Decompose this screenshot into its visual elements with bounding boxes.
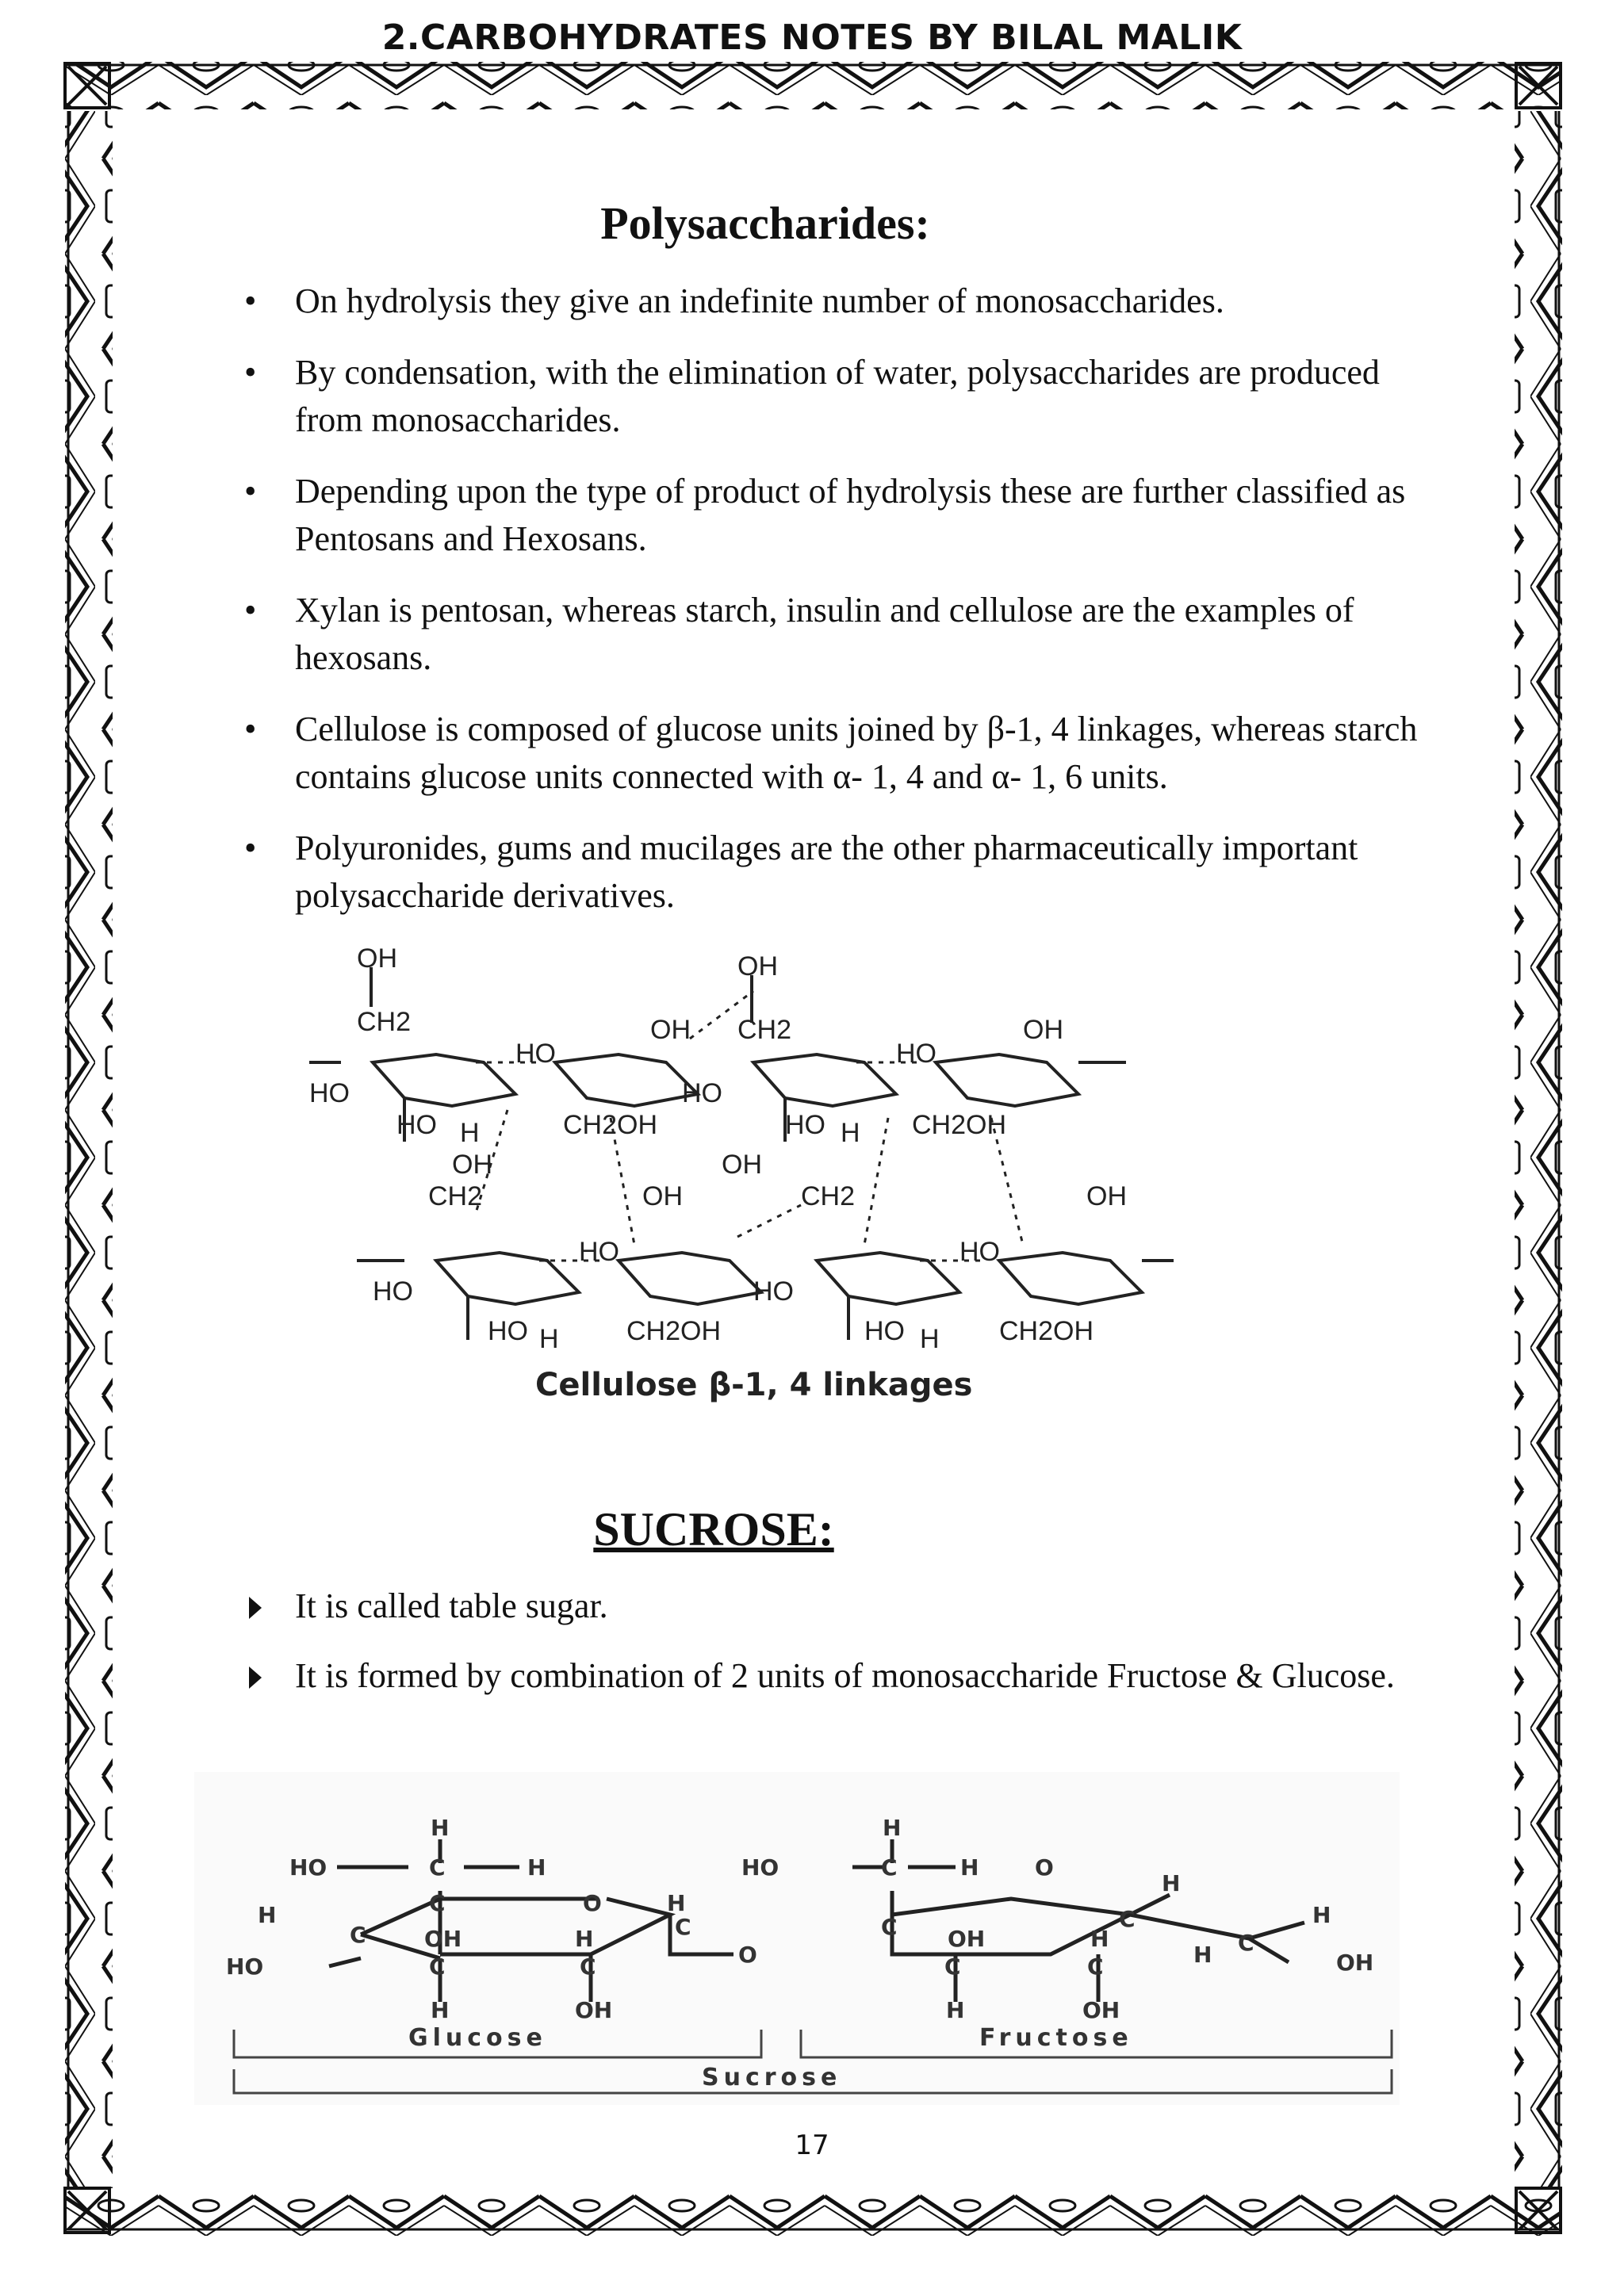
bullet-marker: • <box>244 828 257 867</box>
bullet-marker: • <box>244 591 257 629</box>
svg-text:C: C <box>580 1954 596 1980</box>
svg-text:OH: OH <box>452 1150 492 1180</box>
svg-text:H: H <box>431 1815 450 1841</box>
svg-text:H: H <box>946 1997 965 2023</box>
list-item: It is called table sugar. <box>238 1582 1443 1630</box>
bullet-marker: • <box>244 472 257 511</box>
svg-text:HO: HO <box>741 1854 779 1881</box>
svg-text:HO: HO <box>864 1316 905 1346</box>
list-item: • Polyuronides, gums and mucilages are the other pharmaceutically important polysaccharide derivatives. <box>238 825 1443 920</box>
svg-text:OH: OH <box>1336 1950 1374 1976</box>
svg-text:OH: OH <box>424 1926 462 1952</box>
glucose-label: Glucose <box>408 2024 547 2052</box>
svg-text:OH: OH <box>948 1926 986 1952</box>
svg-text:H: H <box>431 1997 450 2023</box>
svg-text:CH2OH: CH2OH <box>626 1316 722 1346</box>
list-item: It is formed by combination of 2 units of monosaccharide Fructose & Glucose. <box>238 1652 1443 1700</box>
page-number: 17 <box>795 2130 829 2161</box>
svg-text:H: H <box>575 1926 594 1952</box>
polysaccharides-heading: Polysaccharides: <box>600 197 930 249</box>
page-header-title: 2.CARBOHYDRATES NOTES BY BILAL MALIK <box>381 17 1243 58</box>
svg-text:HO: HO <box>896 1039 936 1069</box>
svg-text:H: H <box>841 1118 860 1148</box>
svg-text:C: C <box>1238 1930 1254 1956</box>
list-item: • On hydrolysis they give an indefinite number of monosaccharides. <box>238 277 1443 325</box>
list-item: • Xylan is pentosan, whereas starch, insulin and cellulose are the examples of hexosans. <box>238 587 1443 682</box>
svg-text:H: H <box>1090 1926 1109 1952</box>
cellulose-atom-labels <box>309 943 1127 1354</box>
svg-text:OH: OH <box>722 1150 762 1180</box>
list-item: • By condensation, with the elimination of water, polysaccharides are produced from monosaccharides. <box>238 349 1443 444</box>
svg-text:CH2OH: CH2OH <box>999 1316 1094 1346</box>
svg-text:C: C <box>944 1954 961 1980</box>
bullet-marker: • <box>244 710 257 748</box>
svg-text:C: C <box>429 1890 446 1916</box>
svg-text:O: O <box>583 1890 602 1916</box>
svg-text:H: H <box>883 1815 902 1841</box>
svg-text:C: C <box>881 1914 898 1940</box>
sucrose-heading: SUCROSE: <box>593 1503 834 1556</box>
svg-text:H: H <box>667 1890 686 1916</box>
svg-text:HO: HO <box>309 1078 350 1108</box>
svg-text:OH: OH <box>1082 1997 1120 2023</box>
bullet-marker: • <box>244 281 257 320</box>
cellulose-figure-caption: Cellulose β-1, 4 linkages <box>535 1367 973 1403</box>
svg-text:H: H <box>1312 1902 1331 1928</box>
cellulose-structure-figure <box>278 943 1189 1419</box>
svg-text:C: C <box>1087 1954 1104 1980</box>
svg-text:H: H <box>960 1854 979 1881</box>
list-item: • Cellulose is composed of glucose units joined by β-1, 4 linkages, whereas starch contains glucose units connected with α- 1, 4 and α- 1, 6 units. <box>238 706 1443 801</box>
svg-text:OH: OH <box>575 1997 613 2023</box>
svg-text:C: C <box>350 1922 366 1948</box>
bullet-marker: • <box>244 353 257 392</box>
svg-text:HO: HO <box>488 1316 528 1346</box>
arrow-bullet-icon <box>249 1667 262 1689</box>
svg-text:HO: HO <box>396 1110 437 1140</box>
svg-text:CH2OH: CH2OH <box>563 1110 658 1140</box>
svg-text:HO: HO <box>753 1276 794 1307</box>
fructose-label: Fructose <box>979 2024 1133 2052</box>
svg-text:H: H <box>1193 1942 1212 1968</box>
svg-text:OH: OH <box>642 1181 683 1211</box>
svg-text:HO: HO <box>579 1237 619 1267</box>
svg-text:HO: HO <box>373 1276 413 1307</box>
sucrose-bullet-list <box>238 1582 1443 1722</box>
polysaccharides-bullet-list <box>238 277 1443 943</box>
svg-text:HO: HO <box>682 1078 722 1108</box>
svg-text:O: O <box>738 1942 757 1968</box>
svg-text:OH: OH <box>737 951 778 982</box>
svg-text:C: C <box>429 1954 446 1980</box>
sucrose-structure-figure <box>194 1772 1400 2105</box>
svg-text:CH2: CH2 <box>428 1181 483 1211</box>
svg-text:OH: OH <box>1023 1015 1063 1045</box>
svg-text:C: C <box>881 1854 898 1881</box>
svg-text:H: H <box>920 1324 940 1354</box>
svg-text:CH2: CH2 <box>357 1007 412 1037</box>
svg-text:H: H <box>527 1854 546 1881</box>
svg-text:HO: HO <box>289 1854 327 1881</box>
svg-text:HO: HO <box>515 1039 556 1069</box>
svg-text:OH: OH <box>650 1015 691 1045</box>
list-item: • Depending upon the type of product of hydrolysis these are further classified as Pentosans and Hexosans. <box>238 468 1443 563</box>
arrow-bullet-icon <box>249 1597 262 1619</box>
svg-text:H: H <box>539 1324 559 1354</box>
svg-text:H: H <box>258 1902 277 1928</box>
svg-text:OH: OH <box>1086 1181 1127 1211</box>
svg-text:C: C <box>675 1914 691 1940</box>
svg-text:CH2: CH2 <box>737 1015 792 1045</box>
svg-text:OH: OH <box>357 943 397 974</box>
svg-text:H: H <box>460 1118 480 1148</box>
svg-text:HO: HO <box>959 1237 1000 1267</box>
svg-text:HO: HO <box>226 1954 264 1980</box>
svg-text:CH2: CH2 <box>801 1181 856 1211</box>
svg-text:C: C <box>429 1854 446 1881</box>
svg-text:HO: HO <box>785 1110 825 1140</box>
svg-text:O: O <box>1035 1854 1054 1881</box>
sucrose-label: Sucrose <box>702 2064 842 2091</box>
svg-text:H: H <box>1162 1870 1181 1896</box>
svg-text:CH2OH: CH2OH <box>912 1110 1007 1140</box>
svg-text:C: C <box>1119 1906 1136 1932</box>
